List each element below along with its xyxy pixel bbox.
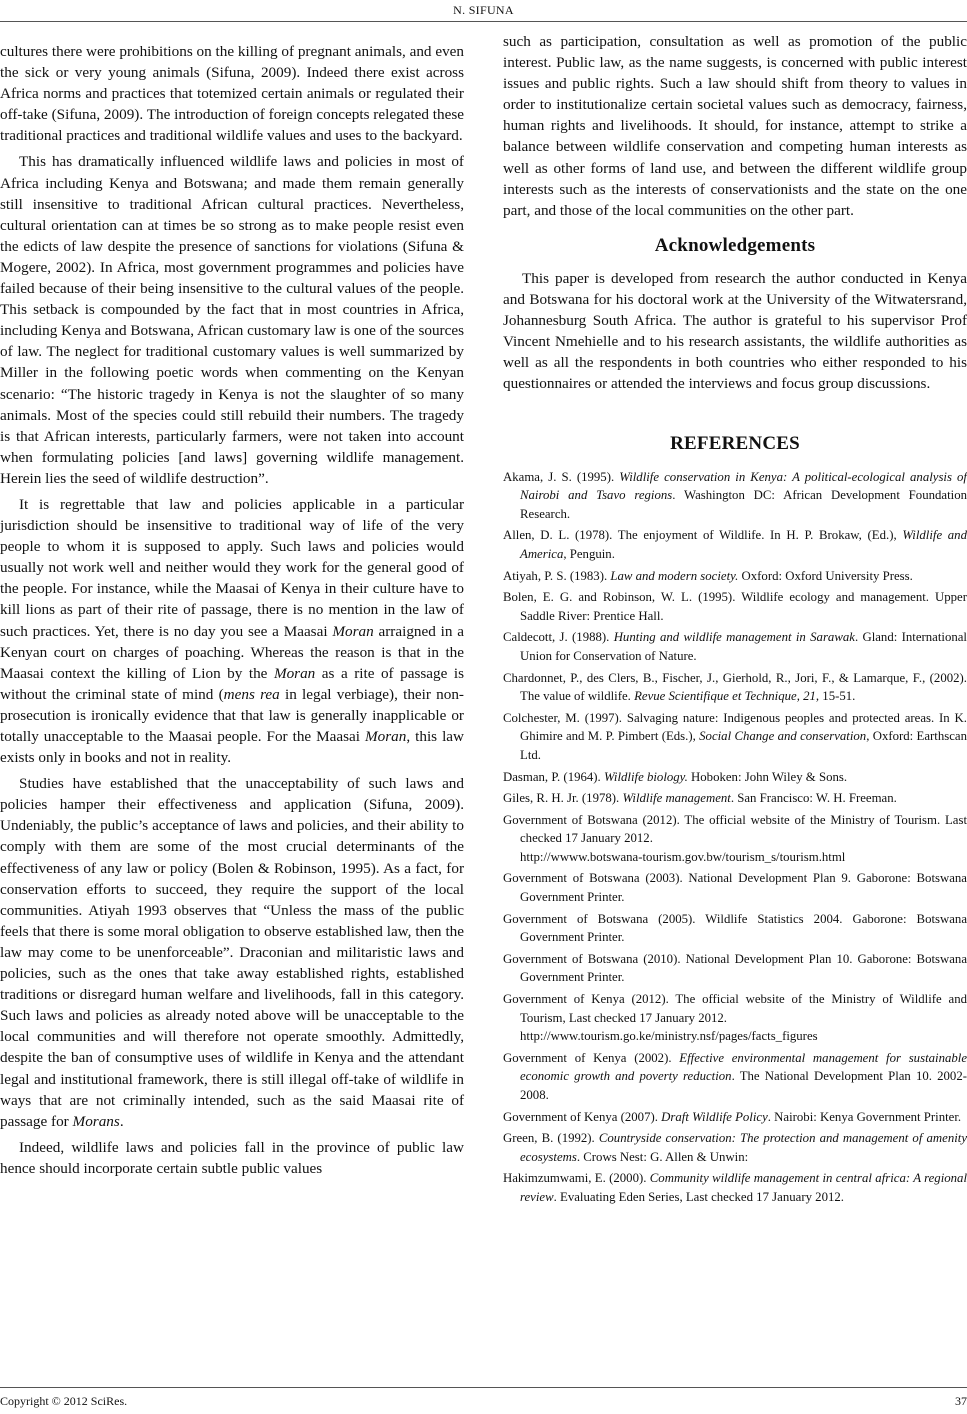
reference-text: . Gland: International Union for Conservation of Nature. xyxy=(520,630,967,663)
body-paragraph: This has dramatically influenced wildlife laws and policies in most of Africa including Kenya and Botswana; and made them remain generally still insensitive to traditional African cultural practices. Nevertheless, cultural orientation can at times be so strong as to make people resist even the edicts of law despite the presence of sanctions for violations (Sifuna & Mogere, 2002). In Africa, most government programmes and policies have failed because of their being insensitive to the cultural values of the people. This setback is compounded by the fact that in most countries in Africa, including Kenya and Botswana, African customary law is one of the sources of law. The neglect for traditional customary values is well summarized by Miller in the following poetic words when commenting on the Kenyan scenario: “The historic tragedy in Kenya is not the slaughter of so many animals. Most of the species could still rebuild their numbers. The tragedy is that African interests, particularly farmers, were not taken into account when formulating policies [and laws] governing wildlife management. Herein lies the seed of wildlife destruction”. xyxy=(0,153,464,487)
reference-text: . Nairobi: Kenya Government Printer. xyxy=(767,1109,962,1124)
reference-entry xyxy=(503,768,967,787)
reference-entry xyxy=(503,526,967,563)
body-paragraph: Indeed, wildlife laws and policies fall in the province of public law hence should incorporate certain subtle public values xyxy=(0,1138,464,1177)
reference-text: . Crows Nest: G. Allen & Unwin: xyxy=(576,1149,749,1164)
reference-text: Government of Kenya (2007). xyxy=(503,1109,662,1124)
running-head: N. SIFUNA xyxy=(453,3,514,17)
reference-url[interactable]: http://wwww.botswana-tourism.gov.bw/tourism_s/tourism.html xyxy=(520,849,846,864)
reference-title: Effective environmental management for sustainable economic growth and poverty reduction xyxy=(520,1050,967,1084)
reference-title: Wildlife management xyxy=(622,791,731,806)
reference-text: , Penguin. xyxy=(563,546,615,561)
reference-list xyxy=(503,468,967,1207)
reference-text: Government of Botswana (2003). National Development Plan 9. Gaborone: Botswana Government Printer. xyxy=(503,871,967,905)
reference-entry xyxy=(503,910,967,947)
text-run: , this law exists only in books and not in reality. xyxy=(0,728,464,767)
reference-text: Chardonnet, P., des Clers, B., Fischer, J., Gierhold, R., Jori, F., & Lamarque, F., (2002). The value of wildlife. xyxy=(503,670,967,704)
header-rule xyxy=(0,21,967,22)
reference-text: Colchester, M. (1997). Salvaging nature: Indigenous peoples and protected areas. In K. Ghimire and M. P. Pimbert (Eds.), xyxy=(503,710,967,744)
reference-title: Law and modern society. xyxy=(610,568,739,583)
text-run: arraigned in a Kenyan court on charges of poaching. Whereas the reason is that in the Maasai context the killing of Lion by the xyxy=(0,622,464,682)
reference-text: Giles, R. H. Jr. (1978). xyxy=(503,791,623,806)
reference-text: Government of Botswana (2005). Wildlife Statistics 2004. Gaborone: Botswana Government Printer. xyxy=(503,911,967,945)
text-run: Studies have established that the unacceptability of such laws and policies hamper their effectiveness and application (Sifuna, 2009). Undeniably, the public’s acceptance of laws and policies, and their ability to comply with them are some of the most crucial determinants of the effectiveness of any law or policy (Bolen & Robinson, 1995). As a fact, for conservation efforts to succeed, they require the support of the local communities. Atiyah 1993 observes that “Unless the mass of the public feels that there is some moral obligation to observe established law, then the law may come to be unenforceable”. Draconian and militaristic laws and policies, such as the ones that take away established rights, established traditions or disregard human welfare and livelihoods, fall in this category. Such laws and policies as already noted above will be unacceptable to the local communities and will therefore not operate smoothly. Admittedly, despite the ban of consumptive uses of wildlife in Kenya and the attendant legal and institutional framework, there is still illegal off-take of wildlife in ways that are not criminally intended, such as the said Maasai rite of passage for xyxy=(0,775,464,1130)
reference-text: . The National Development Plan 10. 2002-2008. xyxy=(520,1069,967,1102)
text-run: . xyxy=(119,1112,124,1130)
reference-text: Hoboken: John Wiley & Sons. xyxy=(687,769,848,784)
reference-title: Wildlife biology. xyxy=(603,769,688,784)
reference-text: . Evaluating Eden Series, Last checked 17 January 2012. xyxy=(553,1189,844,1204)
reference-entry xyxy=(503,567,967,586)
page-number: 37 xyxy=(955,1394,967,1408)
reference-text: Government of Kenya (2012). The official website of the Ministry of Wildlife and Tourism, Last checked 17 January 2012. xyxy=(503,992,967,1025)
references-heading: REFERENCES xyxy=(670,432,800,454)
body-paragraph xyxy=(0,494,464,768)
copyright-notice: Copyright © 2012 SciRes. xyxy=(0,1394,128,1408)
reference-title: Countryside conservation: The protection and management of amenity ecosystems xyxy=(520,1131,967,1164)
reference-text: . San Francisco: W. H. Freeman. xyxy=(730,791,897,806)
italic-term: Moran xyxy=(273,664,316,682)
body-paragraph: such as participation, consultation as well as promotion of the public interest. Public law, as the name suggests, is concerned with public interest issues and public rights. Such a law should shift from theory to values in order to institutionalize certain societal values such as democracy, fairness, human rights and livelihoods. It should, for instance, attempt to strike a balance between wildlife conservation and competing human interests as well as other forms of land use, and between the different wildlife group interests such as the interests of conservationists and the state on the one part, and those of the local communities on the other part. xyxy=(503,33,967,219)
reference-title: Wildlife and America xyxy=(520,528,967,561)
reference-entry xyxy=(503,990,967,1046)
body-paragraph xyxy=(0,773,464,1132)
text-run: in legal verbiage), their non-prosecution is ironically evidence that that law is generally inapplicable or totally unacceptable to the Maasai people. For the Maasai xyxy=(0,685,464,745)
reference-text: , Oxford: Earthscan Ltd. xyxy=(520,729,967,762)
acknowledgements-text: This paper is developed from research the author conducted in Kenya and Botswana for his doctoral work at the University of the Witwatersrand, Johannesburg South Africa. The author is grateful to his supervisor Prof Vincent Nmehielle and to his research assistants, the wildlife authorities as well as all the respondents in both countries who either responded to his questionnaires or attended the interviews and focus group discussions. xyxy=(503,269,967,393)
reference-entry xyxy=(503,1108,967,1127)
reference-text: Oxford: Oxford University Press. xyxy=(738,568,913,583)
body-paragraph: cultures there were prohibitions on the killing of pregnant animals, and even the sick or very young animals (Sifuna, 2009). Indeed there exist across Africa norms and practices that totemized certain animals or regulated their off-take (Sifuna, 2009). The introduction of foreign concepts relegated these traditional practices and traditional wildlife values and uses to the backyard. xyxy=(0,43,464,145)
right-column xyxy=(503,31,967,1210)
reference-title: Community wildlife management in central africa: A regional review xyxy=(520,1171,967,1204)
italic-term: mens rea xyxy=(223,685,280,703)
reference-url[interactable]: http://www.tourism.go.ke/ministry.nsf/pages/facts_figures xyxy=(520,1029,818,1044)
reference-text: 15-51. xyxy=(819,689,856,704)
reference-text: Government of Botswana (2012). The official website of the Ministry of Tourism. Last checked 17 January 2012. xyxy=(503,812,967,846)
reference-text: Atiyah, P. S. (1983). xyxy=(503,568,611,583)
italic-term: Moran xyxy=(365,728,407,745)
reference-title: Wildlife conservation in Kenya: A political-ecological analysis of Nairobi and Tsavo regions xyxy=(520,469,967,503)
reference-text: Akama, J. S. (1995). xyxy=(503,469,620,484)
reference-entry xyxy=(503,1049,967,1105)
reference-entry xyxy=(503,468,967,524)
text-run: as a rite of passage is without the criminal state of mind ( xyxy=(0,664,464,703)
reference-entry xyxy=(503,869,967,906)
reference-entry xyxy=(503,588,967,625)
reference-entry xyxy=(503,628,967,665)
reference-title: Draft Wildlife Policy xyxy=(661,1109,768,1124)
reference-entry xyxy=(503,709,967,765)
reference-entry xyxy=(503,669,967,706)
reference-entry xyxy=(503,950,967,987)
reference-text: Hakimzumwami, E. (2000). xyxy=(503,1171,650,1186)
text-run: It is regrettable that law and policies applicable in a particular jurisdiction should be insensitive to traditional way of life of the very people to whom it is supposed to apply. Such laws and policies would usually not work well and neither would they work for the general good of the people. For instance, while the Maasai of Kenya in their culture have to kill lions as part of their rite of passage, there is no mention in the law of such practices. Yet, there is no day you see a Maasai xyxy=(0,495,464,640)
italic-term: Morans xyxy=(72,1112,120,1130)
reference-entry xyxy=(503,789,967,808)
reference-entry xyxy=(503,811,967,867)
reference-text: Caldecott, J. (1988). xyxy=(503,630,614,645)
reference-entry xyxy=(503,1129,967,1166)
reference-title: Revue Scientifique et Technique, 21, xyxy=(634,689,820,704)
reference-text: Dasman, P. (1964). xyxy=(503,769,604,784)
reference-text: Government of Botswana (2010). National Development Plan 10. Gaborone: Botswana Government Printer. xyxy=(503,951,967,985)
italic-term: Moran xyxy=(332,622,374,640)
reference-title: Hunting and wildlife management in Sarawak xyxy=(613,630,855,645)
reference-text: . Washington DC: African Development Foundation Research. xyxy=(520,488,967,521)
reference-title: Social Change and conservation xyxy=(699,729,867,744)
left-column xyxy=(0,41,464,1184)
acknowledgements-heading: Acknowledgements xyxy=(654,234,816,256)
footer-rule xyxy=(0,1387,967,1388)
reference-text: Allen, D. L. (1978). The enjoyment of Wildlife. In H. P. Brokaw, (Ed.), xyxy=(503,528,903,543)
reference-entry xyxy=(503,1169,967,1206)
reference-text: Government of Kenya (2002). xyxy=(503,1050,680,1065)
reference-text: Bolen, E. G. and Robinson, W. L. (1995). Wildlife ecology and management. Upper Saddle River: Prentice Hall. xyxy=(503,590,967,623)
reference-text: Green, B. (1992). xyxy=(503,1131,599,1146)
